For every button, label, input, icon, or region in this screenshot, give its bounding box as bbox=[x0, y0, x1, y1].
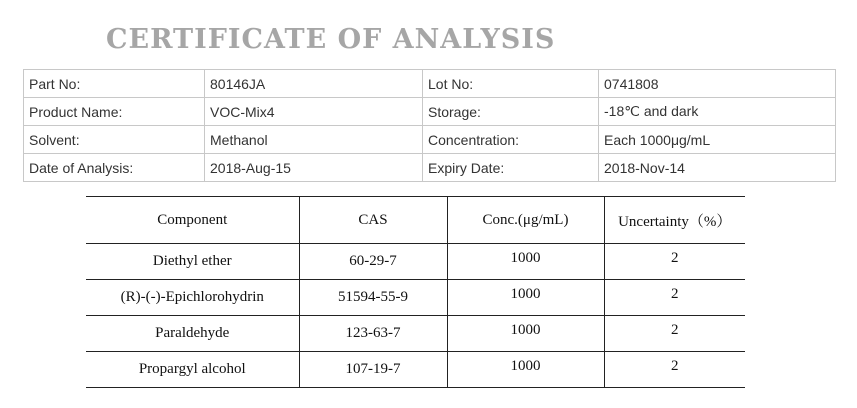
table-row bbox=[86, 244, 745, 280]
product-name-label: Product Name: bbox=[24, 98, 205, 126]
component-column-header: Component bbox=[86, 197, 299, 244]
component-cas: 107-19-7 bbox=[299, 352, 447, 388]
concentration-column-header: Conc.(μg/mL) bbox=[447, 197, 604, 244]
expiry-date-label: Expiry Date: bbox=[423, 154, 599, 182]
component-concentration: 1000 bbox=[447, 244, 604, 280]
solvent-label: Solvent: bbox=[24, 126, 205, 154]
document-title: CERTIFICATE OF ANALYSIS bbox=[106, 24, 556, 55]
storage-label: Storage: bbox=[423, 98, 599, 126]
component-name: (R)-(-)-Epichlorohydrin bbox=[86, 280, 299, 316]
component-uncertainty: 2 bbox=[604, 316, 745, 352]
concentration-value: Each 1000μg/mL bbox=[599, 126, 836, 154]
analysis-date-value: 2018-Aug-15 bbox=[205, 154, 423, 182]
table-row bbox=[86, 280, 745, 316]
info-row-solvent-concentration bbox=[24, 126, 836, 154]
analysis-date-label: Date of Analysis: bbox=[24, 154, 205, 182]
lot-no-label: Lot No: bbox=[423, 70, 599, 98]
component-uncertainty: 2 bbox=[604, 244, 745, 280]
table-row bbox=[86, 316, 745, 352]
product-name-value: VOC-Mix4 bbox=[205, 98, 423, 126]
component-uncertainty: 2 bbox=[604, 280, 745, 316]
component-name: Paraldehyde bbox=[86, 316, 299, 352]
component-concentration: 1000 bbox=[447, 316, 604, 352]
component-concentration: 1000 bbox=[447, 352, 604, 388]
component-cas: 123-63-7 bbox=[299, 316, 447, 352]
component-name: Propargyl alcohol bbox=[86, 352, 299, 388]
table-row bbox=[86, 352, 745, 388]
part-no-value: 80146JA bbox=[205, 70, 423, 98]
component-name: Diethyl ether bbox=[86, 244, 299, 280]
component-uncertainty: 2 bbox=[604, 352, 745, 388]
component-concentration: 1000 bbox=[447, 280, 604, 316]
product-info-table bbox=[23, 69, 836, 182]
lot-no-value: 0741808 bbox=[599, 70, 836, 98]
components-table bbox=[86, 196, 745, 388]
uncertainty-column-header: Uncertainty（%） bbox=[604, 197, 745, 244]
concentration-label: Concentration: bbox=[423, 126, 599, 154]
info-row-product-storage bbox=[24, 98, 836, 126]
components-header-row bbox=[86, 197, 745, 244]
info-row-part-lot bbox=[24, 70, 836, 98]
component-cas: 51594-55-9 bbox=[299, 280, 447, 316]
cas-column-header: CAS bbox=[299, 197, 447, 244]
solvent-value: Methanol bbox=[205, 126, 423, 154]
expiry-date-value: 2018-Nov-14 bbox=[599, 154, 836, 182]
component-cas: 60-29-7 bbox=[299, 244, 447, 280]
storage-value: -18℃ and dark bbox=[599, 98, 836, 126]
info-row-dates bbox=[24, 154, 836, 182]
part-no-label: Part No: bbox=[24, 70, 205, 98]
